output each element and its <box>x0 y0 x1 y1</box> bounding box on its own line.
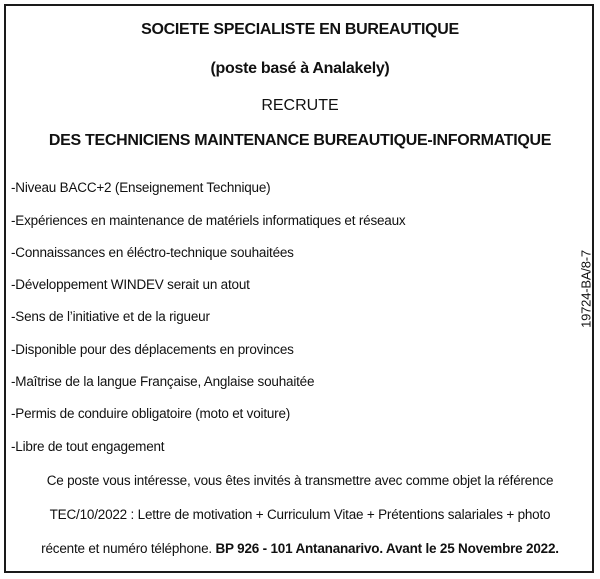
footer-address-deadline: BP 926 - 101 Antananarivo. Avant le 25 Novembre 2022. <box>215 541 559 556</box>
footer-line-3 <box>0 540 600 558</box>
company-title: SOCIETE SPECIALISTE EN BUREAUTIQUE <box>141 21 459 38</box>
requirement-item: -Disponible pour des déplacements en provinces <box>11 342 294 357</box>
requirement-item: -Développement WINDEV serait un atout <box>11 277 250 292</box>
requirement-item: -Maîtrise de la langue Française, Anglaise souhaitée <box>11 374 315 389</box>
position-heading: DES TECHNICIENS MAINTENANCE BUREAUTIQUE-INFORMATIQUE <box>48 132 552 149</box>
requirement-item: -Libre de tout engagement <box>11 439 165 454</box>
requirement-item: -Connaissances en éléctro-technique souhaitées <box>11 245 294 260</box>
footer-line-2: TEC/10/2022 : Lettre de motivation + Curriculum Vitae + Prétentions salariales + photo <box>49 507 551 522</box>
footer-line-1: Ce poste vous intéresse, vous êtes invités à transmettre avec comme objet la référence <box>46 473 554 488</box>
recruits-heading: RECRUTE <box>261 97 339 114</box>
location-subtitle: (poste basé à Analakely) <box>210 60 390 77</box>
requirement-item: -Permis de conduire obligatoire (moto et voiture) <box>11 406 291 421</box>
requirement-item: -Expériences en maintenance de matériels informatiques et réseaux <box>11 213 406 228</box>
requirement-item: -Sens de l’initiative et de la rigueur <box>11 309 210 324</box>
footer-line-3-text: récente et numéro téléphone. <box>41 541 216 556</box>
side-reference-code: 19724-BA/8-7 <box>578 250 594 328</box>
requirement-item: -Niveau BACC+2 (Enseignement Technique) <box>11 180 271 195</box>
